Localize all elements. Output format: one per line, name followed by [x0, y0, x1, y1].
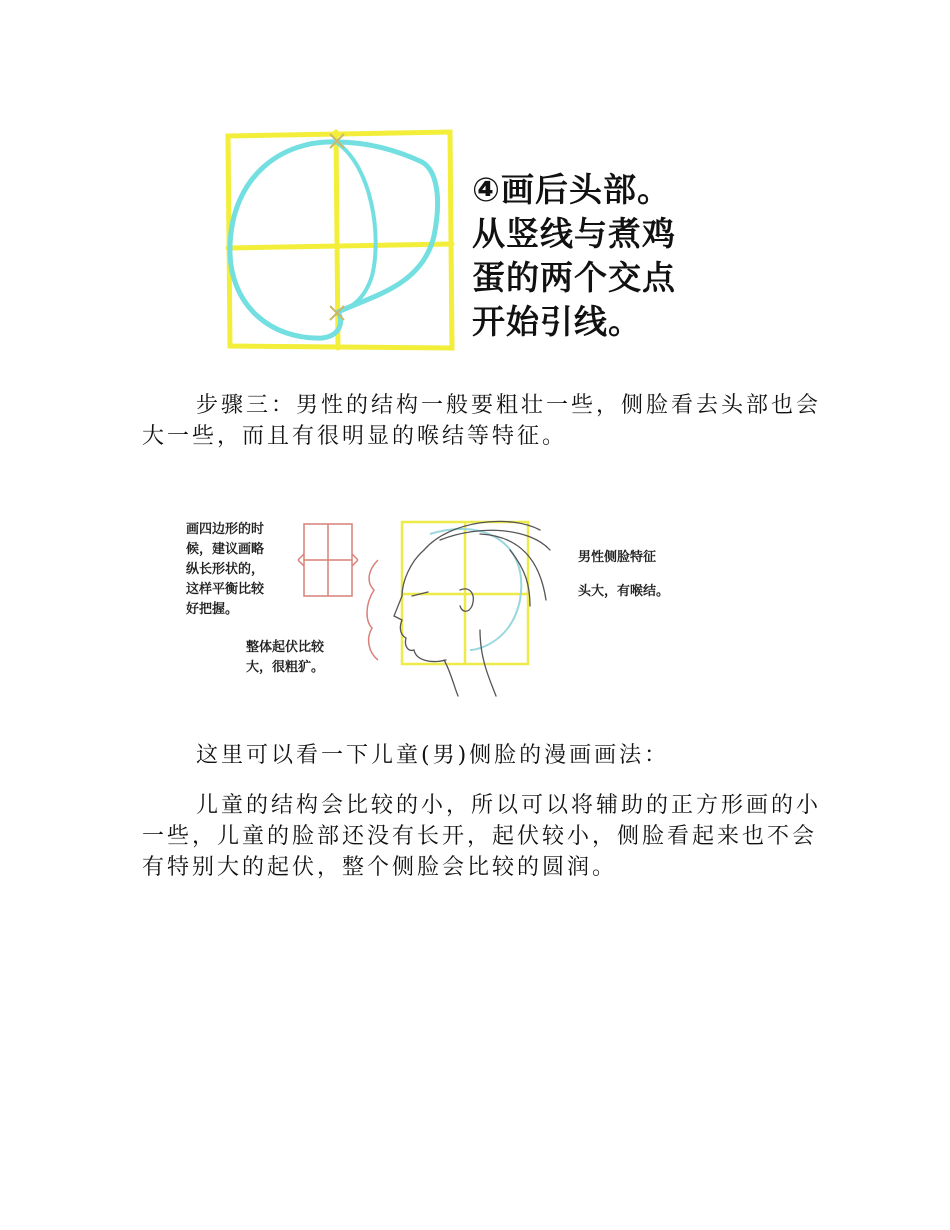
figure-back-of-head	[222, 126, 697, 356]
caption-line: ④画后头部。	[472, 170, 671, 209]
grid-horizontal-line	[228, 244, 452, 248]
note-line: 男性侧脸特征	[578, 550, 657, 565]
paragraph-child-structure: 儿童的结构会比较的小，所以可以将辅助的正方形画的小一些，儿童的脸部还没有长开，起伏较小，侧脸看起来也不会有特别大的起伏，整个侧脸会比较的圆润。	[142, 793, 822, 880]
paragraph-child-intro: 这里可以看一下儿童(男)侧脸的漫画画法：	[196, 743, 670, 768]
profile-grid-lines	[402, 522, 528, 664]
caption-line: 开始引线。	[472, 302, 642, 341]
note-line: 好把握。	[186, 602, 239, 617]
caption-line: 从竖线与煮鸡	[472, 214, 676, 253]
caption-line: 蛋的两个交点	[472, 258, 676, 297]
figure-male-profile	[180, 510, 700, 705]
ear-line	[460, 589, 473, 611]
note-male-profile-body	[578, 582, 669, 602]
note-line: 整体起伏比较	[246, 640, 325, 655]
note-line: 画四边形的时	[186, 522, 265, 537]
figure1-caption	[472, 168, 702, 344]
note-male-profile-title	[578, 548, 656, 568]
head-construction-drawing	[222, 126, 457, 356]
note-line: 头大，有喉结。	[578, 584, 670, 599]
note-line: 候，建议画略	[186, 542, 265, 557]
profile-rhythm-line	[367, 560, 378, 660]
back-of-head-line	[336, 142, 376, 312]
guide-cross	[304, 524, 352, 596]
note-line: 纵长形状的，	[186, 562, 265, 577]
note-rough-contour	[246, 638, 324, 678]
note-line: 大，很粗犷。	[246, 660, 325, 675]
paragraph-step-three: 步骤三：男性的结构一般要粗壮一些，侧脸看去头部也会大一些，而且有很明显的喉结等特征。	[142, 393, 822, 449]
note-quadrilateral-tip	[186, 520, 264, 620]
profile-oval	[430, 529, 521, 650]
note-line: 这样平衡比较	[186, 582, 265, 597]
